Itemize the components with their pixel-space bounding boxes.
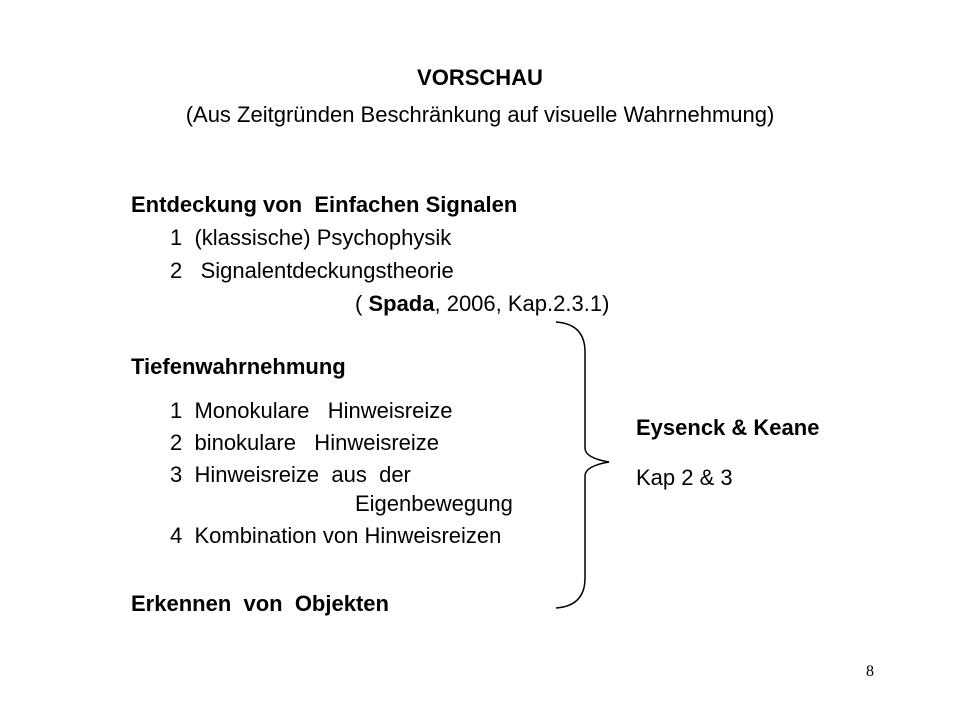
brace-path <box>556 322 609 608</box>
depth-perception-heading: Tiefenwahrnehmung <box>131 354 346 379</box>
self-motion-cues-item: 3 Hinweisreize aus der <box>170 462 411 487</box>
textbook-author: Eysenck & Keane <box>636 415 820 440</box>
textbook-chapters: Kap 2 & 3 <box>636 465 733 490</box>
slide-title: VORSCHAU <box>417 65 543 90</box>
signal-detection-theory-item: 2 Signalentdeckungstheorie <box>170 258 454 283</box>
page-number: 8 <box>866 663 874 680</box>
reference-open: ( <box>355 291 369 316</box>
reference-details: , 2006, Kap.2.3.1) <box>434 291 610 316</box>
self-motion-cues-continuation: Eigenbewegung <box>355 491 513 516</box>
signal-detection-heading: Entdeckung von Einfachen Signalen <box>131 192 518 217</box>
psychophysics-item: 1 (klassische) Psychophysik <box>170 225 452 250</box>
slide-subtitle: (Aus Zeitgründen Beschränkung auf visuelle Wahrnehmung) <box>185 102 775 127</box>
cue-combination-item: 4 Kombination von Hinweisreizen <box>170 523 502 548</box>
monocular-cues-item: 1 Monokulare Hinweisreize <box>170 398 453 423</box>
object-recognition-heading: Erkennen von Objekten <box>131 591 389 616</box>
reference-author: Spada <box>368 291 435 316</box>
binocular-cues-item: 2 binokulare Hinweisreize <box>170 430 440 455</box>
literature-reference <box>355 291 609 317</box>
